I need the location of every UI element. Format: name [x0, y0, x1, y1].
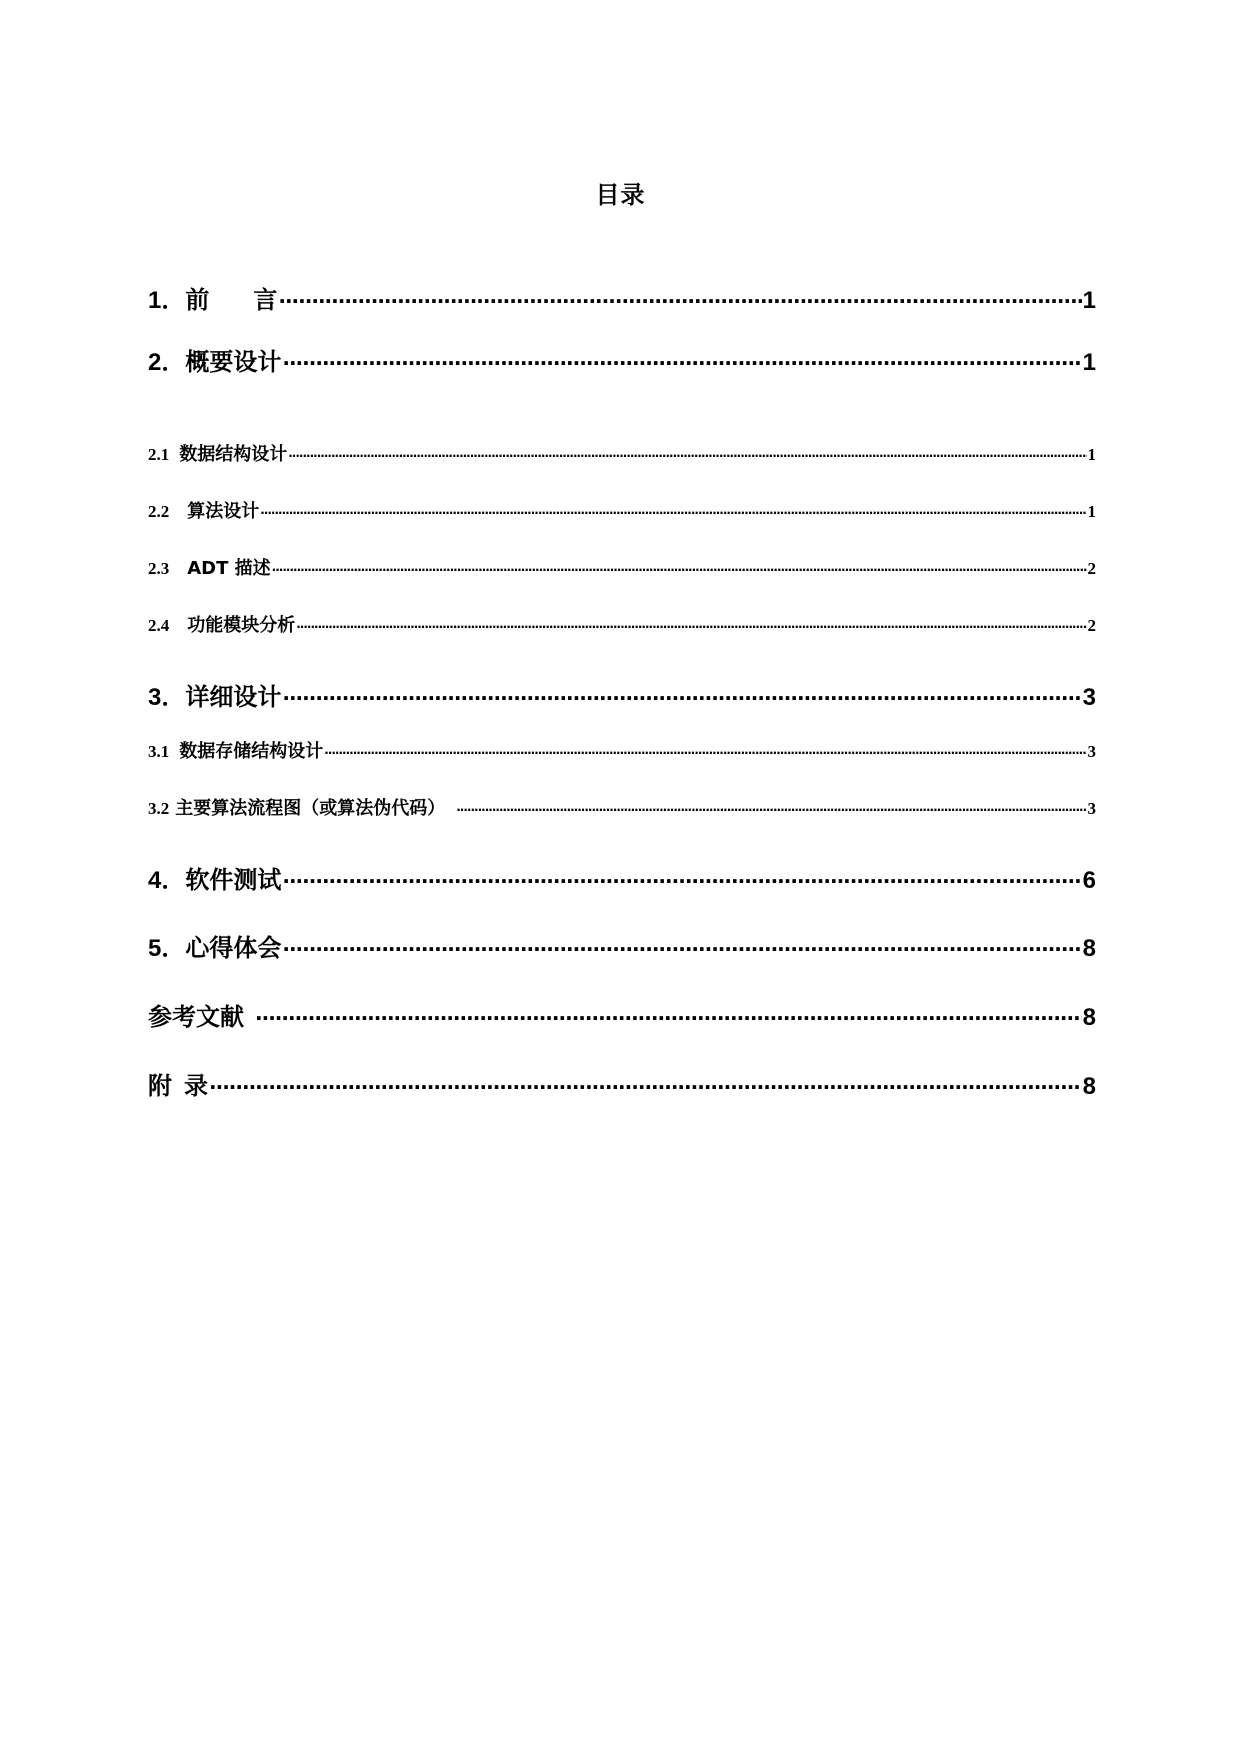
- toc-page-number: 1: [1082, 349, 1096, 376]
- toc-entry-number: 3．: [148, 684, 186, 711]
- dot-leader: [255, 1006, 1082, 1030]
- toc-page-number: 1: [1087, 502, 1096, 521]
- dot-leader: [456, 803, 1086, 817]
- dot-leader: [288, 449, 1086, 463]
- toc-entry-references[interactable]: [148, 997, 1096, 1032]
- dot-leader: [260, 506, 1086, 520]
- toc-entry-label: [148, 497, 259, 523]
- dot-leader: [272, 563, 1087, 577]
- toc-entry-2-3[interactable]: [148, 554, 1096, 580]
- toc-entry-title-part: 言: [253, 286, 278, 314]
- toc-page-number: 3: [1082, 684, 1096, 711]
- table-of-contents: [148, 0, 1096, 1200]
- toc-entry-number: 3.2: [148, 799, 170, 818]
- dot-leader: [282, 351, 1081, 375]
- toc-page-number: 8: [1082, 1004, 1096, 1031]
- toc-entry-label: [148, 1066, 208, 1101]
- dot-leader: [282, 869, 1081, 893]
- dot-leader: [324, 746, 1086, 760]
- toc-page-number: 3: [1087, 742, 1096, 761]
- toc-entry-label: [148, 737, 323, 763]
- toc-entry-label: [148, 997, 254, 1032]
- page-title: 目录: [595, 181, 646, 209]
- toc-page-number: 1: [1087, 445, 1096, 464]
- toc-entry-number: 2.3: [148, 559, 170, 578]
- toc-entry-2-4[interactable]: [148, 611, 1096, 637]
- toc-entry-label: [148, 342, 281, 377]
- toc-page-number: 2: [1087, 616, 1096, 635]
- toc-entry-number: 3.1: [148, 742, 170, 761]
- toc-entry-5-reflections[interactable]: [148, 928, 1096, 963]
- toc-entry-title: 详细设计: [185, 683, 282, 711]
- toc-entry-title-part: 前: [185, 286, 210, 314]
- toc-entry-label: [148, 794, 455, 820]
- toc-entry-number: 2.4: [148, 616, 170, 635]
- toc-page-number: 1: [1082, 287, 1096, 314]
- toc-entry-4-software-testing[interactable]: [148, 860, 1096, 895]
- toc-entry-title: 算法设计: [187, 501, 260, 522]
- toc-page-number: 3: [1087, 799, 1096, 818]
- toc-entry-title: 数据存储结构设计: [179, 741, 324, 762]
- toc-entry-3-2[interactable]: [148, 794, 1096, 820]
- toc-page-number: 8: [1082, 1073, 1096, 1100]
- toc-entry-title: 数据结构设计: [179, 444, 288, 465]
- toc-entry-number: 2.1: [148, 445, 170, 464]
- toc-entry-title: 心得体会: [185, 934, 282, 962]
- toc-entry-title: 功能模块分析: [187, 615, 296, 636]
- toc-entry-label: [148, 280, 277, 315]
- toc-entry-2-2[interactable]: [148, 497, 1096, 523]
- dot-leader: [278, 289, 1081, 313]
- dot-leader: [209, 1075, 1082, 1099]
- toc-page-number: 8: [1082, 935, 1096, 962]
- toc-entry-label: [148, 611, 295, 637]
- toc-entry-number: 5．: [148, 935, 186, 962]
- dot-leader: [282, 686, 1081, 710]
- toc-entry-title: 概要设计: [185, 348, 282, 376]
- toc-entry-3-detailed-design[interactable]: [148, 677, 1096, 712]
- toc-entry-number: 4．: [148, 867, 186, 894]
- toc-entry-label: [148, 860, 281, 895]
- toc-entry-2-overview-design[interactable]: [148, 342, 1096, 377]
- toc-entry-label: [148, 554, 271, 580]
- toc-entry-3-1[interactable]: [148, 737, 1096, 763]
- toc-entry-label: [148, 677, 281, 712]
- toc-entry-2-1[interactable]: [148, 440, 1096, 466]
- toc-entry-title: 主要算法流程图（或算法伪代码）: [175, 798, 446, 819]
- toc-entry-title: ADT 描述: [187, 558, 271, 579]
- toc-entry-title-part: 附: [148, 1072, 172, 1100]
- toc-entry-1-preface[interactable]: [148, 280, 1096, 315]
- toc-entry-appendix[interactable]: [148, 1066, 1096, 1101]
- toc-page-number: 2: [1087, 559, 1096, 578]
- toc-entry-label: [148, 928, 281, 963]
- toc-entry-label: [148, 440, 287, 466]
- toc-entry-title-part: 录: [184, 1072, 208, 1100]
- toc-entry-title: 软件测试: [185, 866, 282, 894]
- dot-leader: [296, 620, 1086, 634]
- toc-entry-number: 2.2: [148, 502, 170, 521]
- toc-page-number: 6: [1082, 867, 1096, 894]
- toc-entry-number: 2．: [148, 349, 186, 376]
- toc-entry-title: 参考文献: [148, 1003, 244, 1031]
- toc-entry-number: 1．: [148, 287, 186, 314]
- dot-leader: [282, 937, 1081, 961]
